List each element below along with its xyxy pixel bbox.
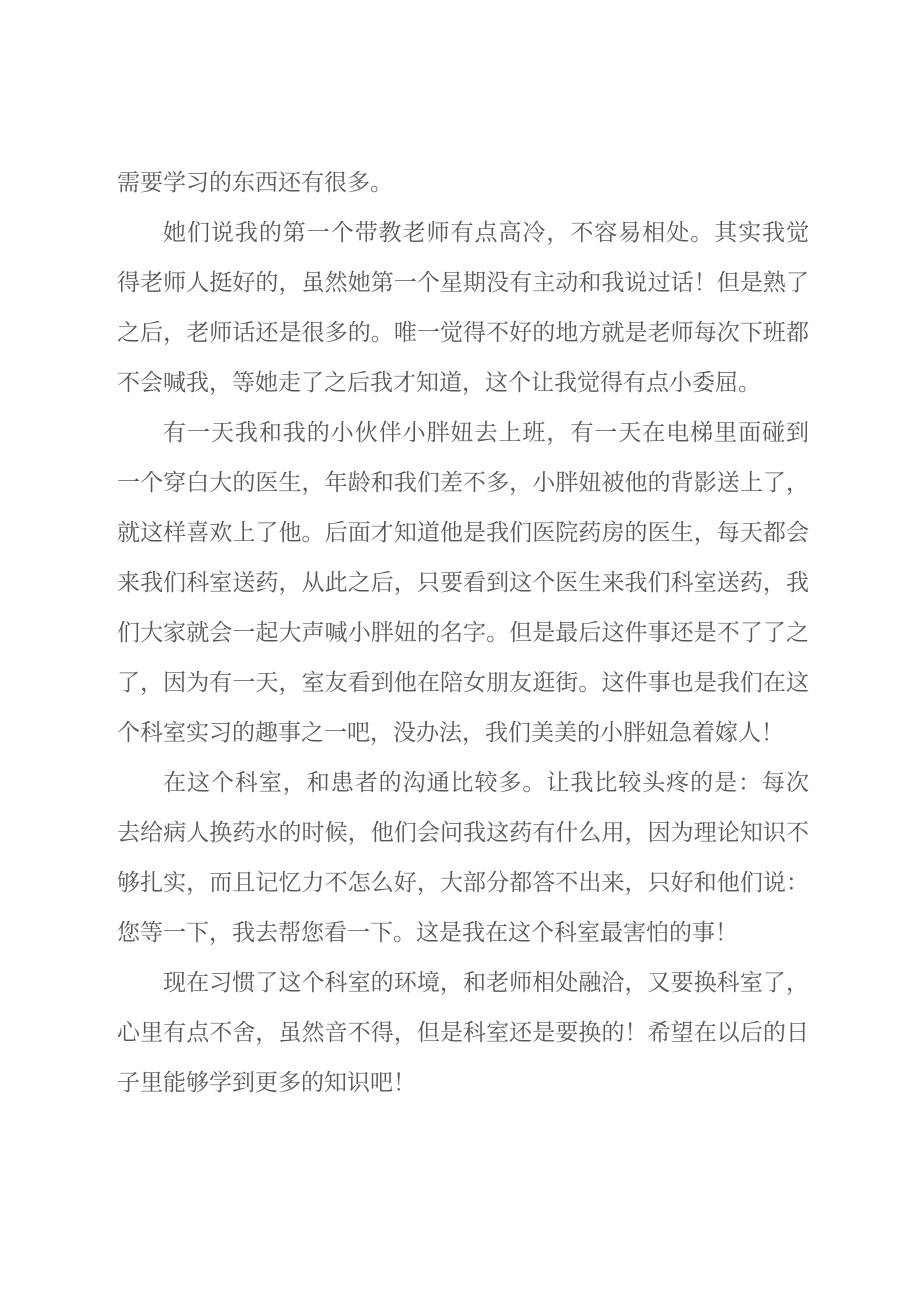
text-line: 您等一下，我去帮您看一下。这是我在这个科室最害怕的事！ <box>117 920 738 945</box>
text-line: 就这样喜欢上了他。后面才知道他是我们医院药房的医生，每天都会 <box>117 520 809 545</box>
text-line: 们大家就会一起大声喊小胖妞的名字。但是最后这件事还是不了了之 <box>117 620 809 645</box>
text-line: 不会喊我，等她走了之后我才知道，这个让我觉得有点小委屈。 <box>117 370 761 395</box>
text-line: 去给病人换药水的时候，他们会问我这药有什么用，因为理论知识不 <box>117 820 809 845</box>
text-line: 现在习惯了这个科室的环境，和老师相处融洽，又要换科室了， <box>163 970 809 995</box>
text-line: 得老师人挺好的，虽然她第一个星期没有主动和我说过话！但是熟了 <box>117 270 809 295</box>
text-line: 一个穿白大的医生，年龄和我们差不多，小胖妞被他的背影送上了， <box>117 470 809 495</box>
text-line: 子里能够学到更多的知识吧！ <box>117 1070 416 1095</box>
text-line: 在这个科室，和患者的沟通比较多。让我比较头疼的是：每次 <box>163 770 809 795</box>
text-line: 了，因为有一天，室友看到他在陪女朋友逛街。这件事也是我们在这 <box>117 670 809 695</box>
text-line: 个科室实习的趣事之一吧，没办法，我们美美的小胖妞急着嫁人！ <box>117 720 784 745</box>
text-line: 有一天我和我的小伙伴小胖妞去上班，有一天在电梯里面碰到 <box>163 420 809 445</box>
document-text-block <box>117 158 809 1108</box>
text-line: 她们说我的第一个带教老师有点高冷，不容易相处。其实我觉 <box>163 220 809 245</box>
text-line: 够扎实，而且记忆力不怎么好，大部分都答不出来，只好和他们说： <box>117 870 809 895</box>
text-line: 之后，老师话还是很多的。唯一觉得不好的地方就是老师每次下班都 <box>117 320 809 345</box>
text-line: 来我们科室送药，从此之后，只要看到这个医生来我们科室送药，我 <box>117 570 809 595</box>
text-line: 心里有点不舍，虽然音不得，但是科室还是要换的！希望在以后的日 <box>117 1020 809 1045</box>
text-line: 需要学习的东西还有很多。 <box>117 170 393 195</box>
